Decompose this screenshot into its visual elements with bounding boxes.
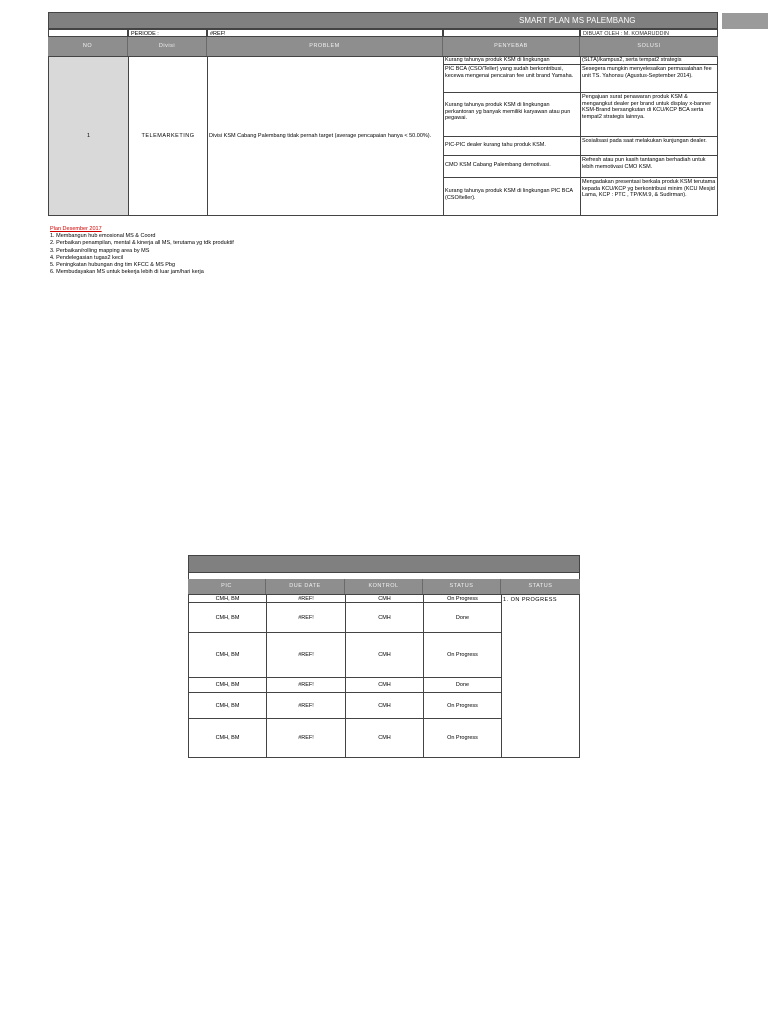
cell-pic: CMH, BM (188, 677, 267, 693)
solution-item: Pengajuan surat penawaran produk KSM & mengangkut dealer per brand untuk display x-banner KSM-Brand bersangkutan di KCU/KCP BCA serta tempat2 strategis lainnya. (581, 93, 717, 137)
col-due-date: DUE DATE (266, 579, 345, 594)
created-by: DIBUAT OLEH : M. KOMARUDDIN (580, 29, 718, 37)
col-status: STATUS (423, 579, 501, 594)
cell-kontrol: CMH (345, 594, 424, 603)
status-summary: 1. ON PROGRESS (501, 594, 580, 758)
col-solusi: SOLUSI (637, 43, 661, 49)
plan-item: 5. Peningkatan hubungan dng tim KFCC & MS Pbg (50, 262, 176, 269)
cell-due: #REF! (266, 602, 346, 633)
cell-kontrol: CMH (345, 718, 424, 758)
cell-due: #REF! (266, 677, 346, 693)
col-kontrol: KONTROL (345, 579, 423, 594)
solution-item: Refresh atau pun kasih tantangan berhadiah untuk lebih memotivasi CMO KSM. (581, 156, 717, 178)
periode-value: #REF! (207, 29, 443, 37)
periode-label: PERIODE : (128, 29, 207, 37)
col-penyebab: PENYEBAB (443, 37, 580, 56)
cell-pic: CMH, BM (188, 594, 267, 603)
cell-pic: CMH, BM (188, 692, 267, 719)
cause-item: PIC-PIC dealer kurang tahu produk KSM. (444, 137, 580, 156)
col-divisi: Divisi (128, 37, 207, 56)
solution-item: Sesegera mungkin menyelesaikan permasalahan fee unit TS. Yahonsu (Agustus-September 2014). (581, 65, 717, 93)
cell-pic: CMH, BM (188, 602, 267, 633)
status-table-header (188, 579, 580, 594)
cell-kontrol: CMH (345, 632, 424, 678)
cause-item: Kurang tahunya produk KSM di lingkungan perkantoran yg banyak memiliki karyawan atau pun pegawai. (444, 93, 580, 137)
cell-kontrol: CMH (345, 602, 424, 633)
solution-column (581, 57, 717, 215)
sheet-title-bar (48, 12, 718, 29)
col-status-summary: STATUS (528, 583, 553, 589)
cell-kontrol: CMH (345, 677, 424, 693)
plan-item: 6. Membudayakan MS untuk bekerja lebih di luar jam/hari kerja (50, 269, 204, 276)
sheet-title: SMART PLAN MS PALEMBANG (519, 16, 636, 25)
cell-status: Done (423, 602, 502, 633)
row-problem: Divisi KSM Cabang Palembang tidak pernah target (average pencapaian hanya < 50.00%). (208, 57, 444, 215)
cell-kontrol: CMH (345, 692, 424, 719)
cell-pic: CMH, BM (188, 632, 267, 678)
meta-blank (48, 29, 128, 37)
plan-item: 1. Membangun hub emosional MS & Coord (50, 233, 156, 240)
cause-item: Kurang tahunya produk KSM di lingkungan PIC BCA (CSO/teller). (445, 188, 573, 201)
cause-item: CMO KSM Cabang Palembang demotivasi. (444, 156, 580, 178)
col-problem: PROBLEM (207, 37, 443, 56)
row-divisi: TELEMARKETING (129, 57, 208, 215)
cell-status: Done (423, 677, 502, 693)
meta-blank-2 (443, 29, 580, 37)
main-table-body (48, 56, 718, 216)
plan-item: 2. Perbaikan penampilan, mental & kinerja all MS, terutama yg tdk produktif (50, 240, 234, 247)
sheet-tab-fragment (722, 13, 768, 29)
cause-item: Kurang tahunya produk KSM di lingkungan (444, 57, 580, 65)
cell-status: On Progress (423, 594, 502, 603)
col-pic: PIC (188, 579, 266, 594)
main-table-header (48, 37, 718, 56)
cell-status: On Progress (423, 632, 502, 678)
plan-section (50, 226, 450, 276)
cell-status: On Progress (423, 692, 502, 719)
meta-row (48, 29, 718, 37)
plan-item: 3. Perbaikan/rolling mapping area by MS (50, 247, 150, 254)
row-no: 1 (49, 57, 129, 215)
cell-status: On Progress (423, 718, 502, 758)
cell-due: #REF! (266, 594, 346, 603)
cell-due: #REF! (266, 718, 346, 758)
status-table-title-bar (188, 555, 580, 573)
solution-item: (SLTA)/kampus2, serta tempat2 strategis (581, 57, 717, 65)
solution-item: Sosialisasi pada saat melakukan kunjungan dealer. (581, 137, 717, 156)
plan-title: Plan Desember 2017 (50, 226, 102, 232)
cause-item: PIC BCA (CSO/Teller) yang sudah berkontribusi, kecewa mengenai pencairan fee unit brand Yamaha. (444, 65, 580, 93)
cell-due: #REF! (266, 632, 346, 678)
solution-item: Mengadakan presentasi berkala produk KSM terutama kepada KCU/KCP yg berkontribusi minim (KCU Mesjid Lama, KCP : PTC , TP/KM.9, & Sudirman). (582, 179, 716, 199)
plan-item: 4. Pendelegasian tugas2 kecil (50, 254, 124, 261)
cause-column (444, 57, 581, 215)
cell-due: #REF! (266, 692, 346, 719)
cell-pic: CMH, BM (188, 718, 267, 758)
col-no: NO (48, 37, 128, 56)
